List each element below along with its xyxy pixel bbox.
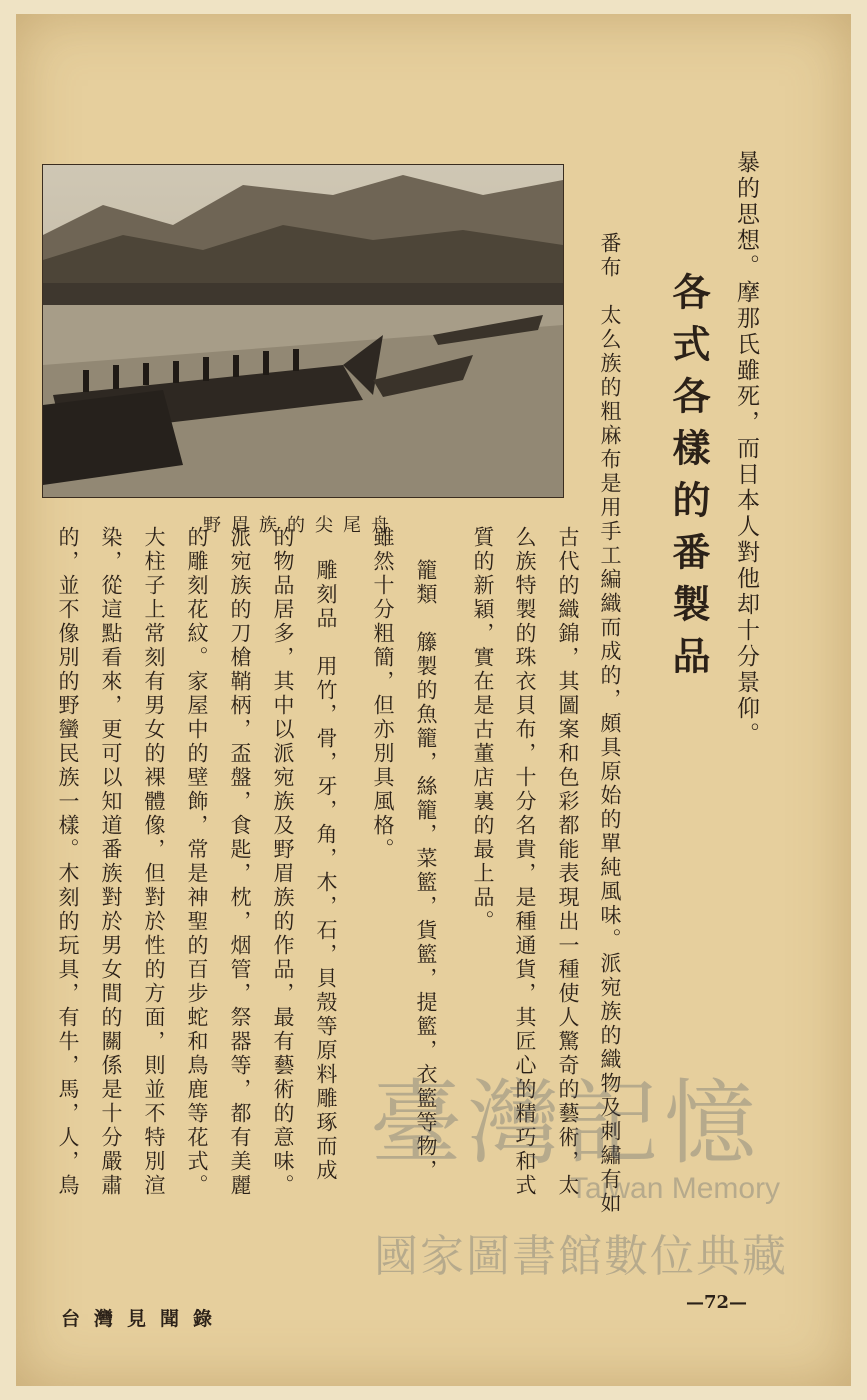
text-column-2: 古代的織錦，其圖案和色彩都能表現出一種使人驚奇的藝術，太	[556, 526, 580, 1198]
text-column-1: 番布 太么族的粗麻布是用手工編織而成的，頗具原始的單純風味。派宛族的織物及刺繡有如	[598, 232, 622, 1216]
text-column-11: 大柱子上常刻有男女的裸體像，但對於性的方面，則並不特別渲	[142, 526, 166, 1198]
watermark-library: 國家圖書館數位典藏	[374, 1231, 788, 1282]
text-column-5: 籠類 籐製的魚籠，絲籠，菜籃，貨籃，提籃，衣籃等物，	[414, 559, 438, 1183]
text-column-6: 雖然十分粗簡，但亦別具風格。	[371, 526, 395, 862]
canoe-photo-image	[43, 165, 563, 497]
text-column-8: 的物品居多，其中以派宛族及野眉族的作品，最有藝術的意味。	[271, 526, 295, 1198]
text-column-12: 染，從這點看來，更可以知道番族對於男女間的關係是十分嚴肅	[99, 526, 123, 1198]
photo-caption: 野眉族的尖尾舟	[203, 515, 399, 536]
text-column-3: 么族特製的珠衣貝布，十分名貴，是種通貨，其匠心的精巧和式	[513, 526, 537, 1198]
watermark-chinese: 臺灣記憶	[370, 1070, 763, 1177]
text-column-9: 派宛族的刀槍鞘柄，盃盤，食匙，枕，烟管，祭器等，都有美麗	[228, 526, 252, 1198]
book-title: 台灣見聞錄	[60, 1308, 226, 1330]
text-column-13: 的，並不像別的野蠻民族一樣。木刻的玩具，有牛，馬，人，鳥	[56, 526, 80, 1198]
watermark-english: Taiwan Memory	[570, 1172, 781, 1205]
book-page	[16, 14, 851, 1386]
page-number: —72—	[686, 1292, 748, 1313]
section-heading: 各式各樣的番製品	[666, 272, 711, 688]
intro-column: 暴的思想。摩那氏雖死，而日本人對他却十分景仰。	[733, 150, 759, 748]
text-column-4: 質的新穎，實在是古董店裏的最上品。	[471, 526, 495, 934]
text-column-7: 雕刻品 用竹，骨，牙，角，木，石，貝殼等原料雕琢而成	[314, 559, 338, 1183]
text-column-10: 的雕刻花紋。家屋中的壁飾，常是神聖的百步蛇和鳥鹿等花式。	[185, 526, 209, 1198]
canoe-photo	[42, 164, 564, 498]
